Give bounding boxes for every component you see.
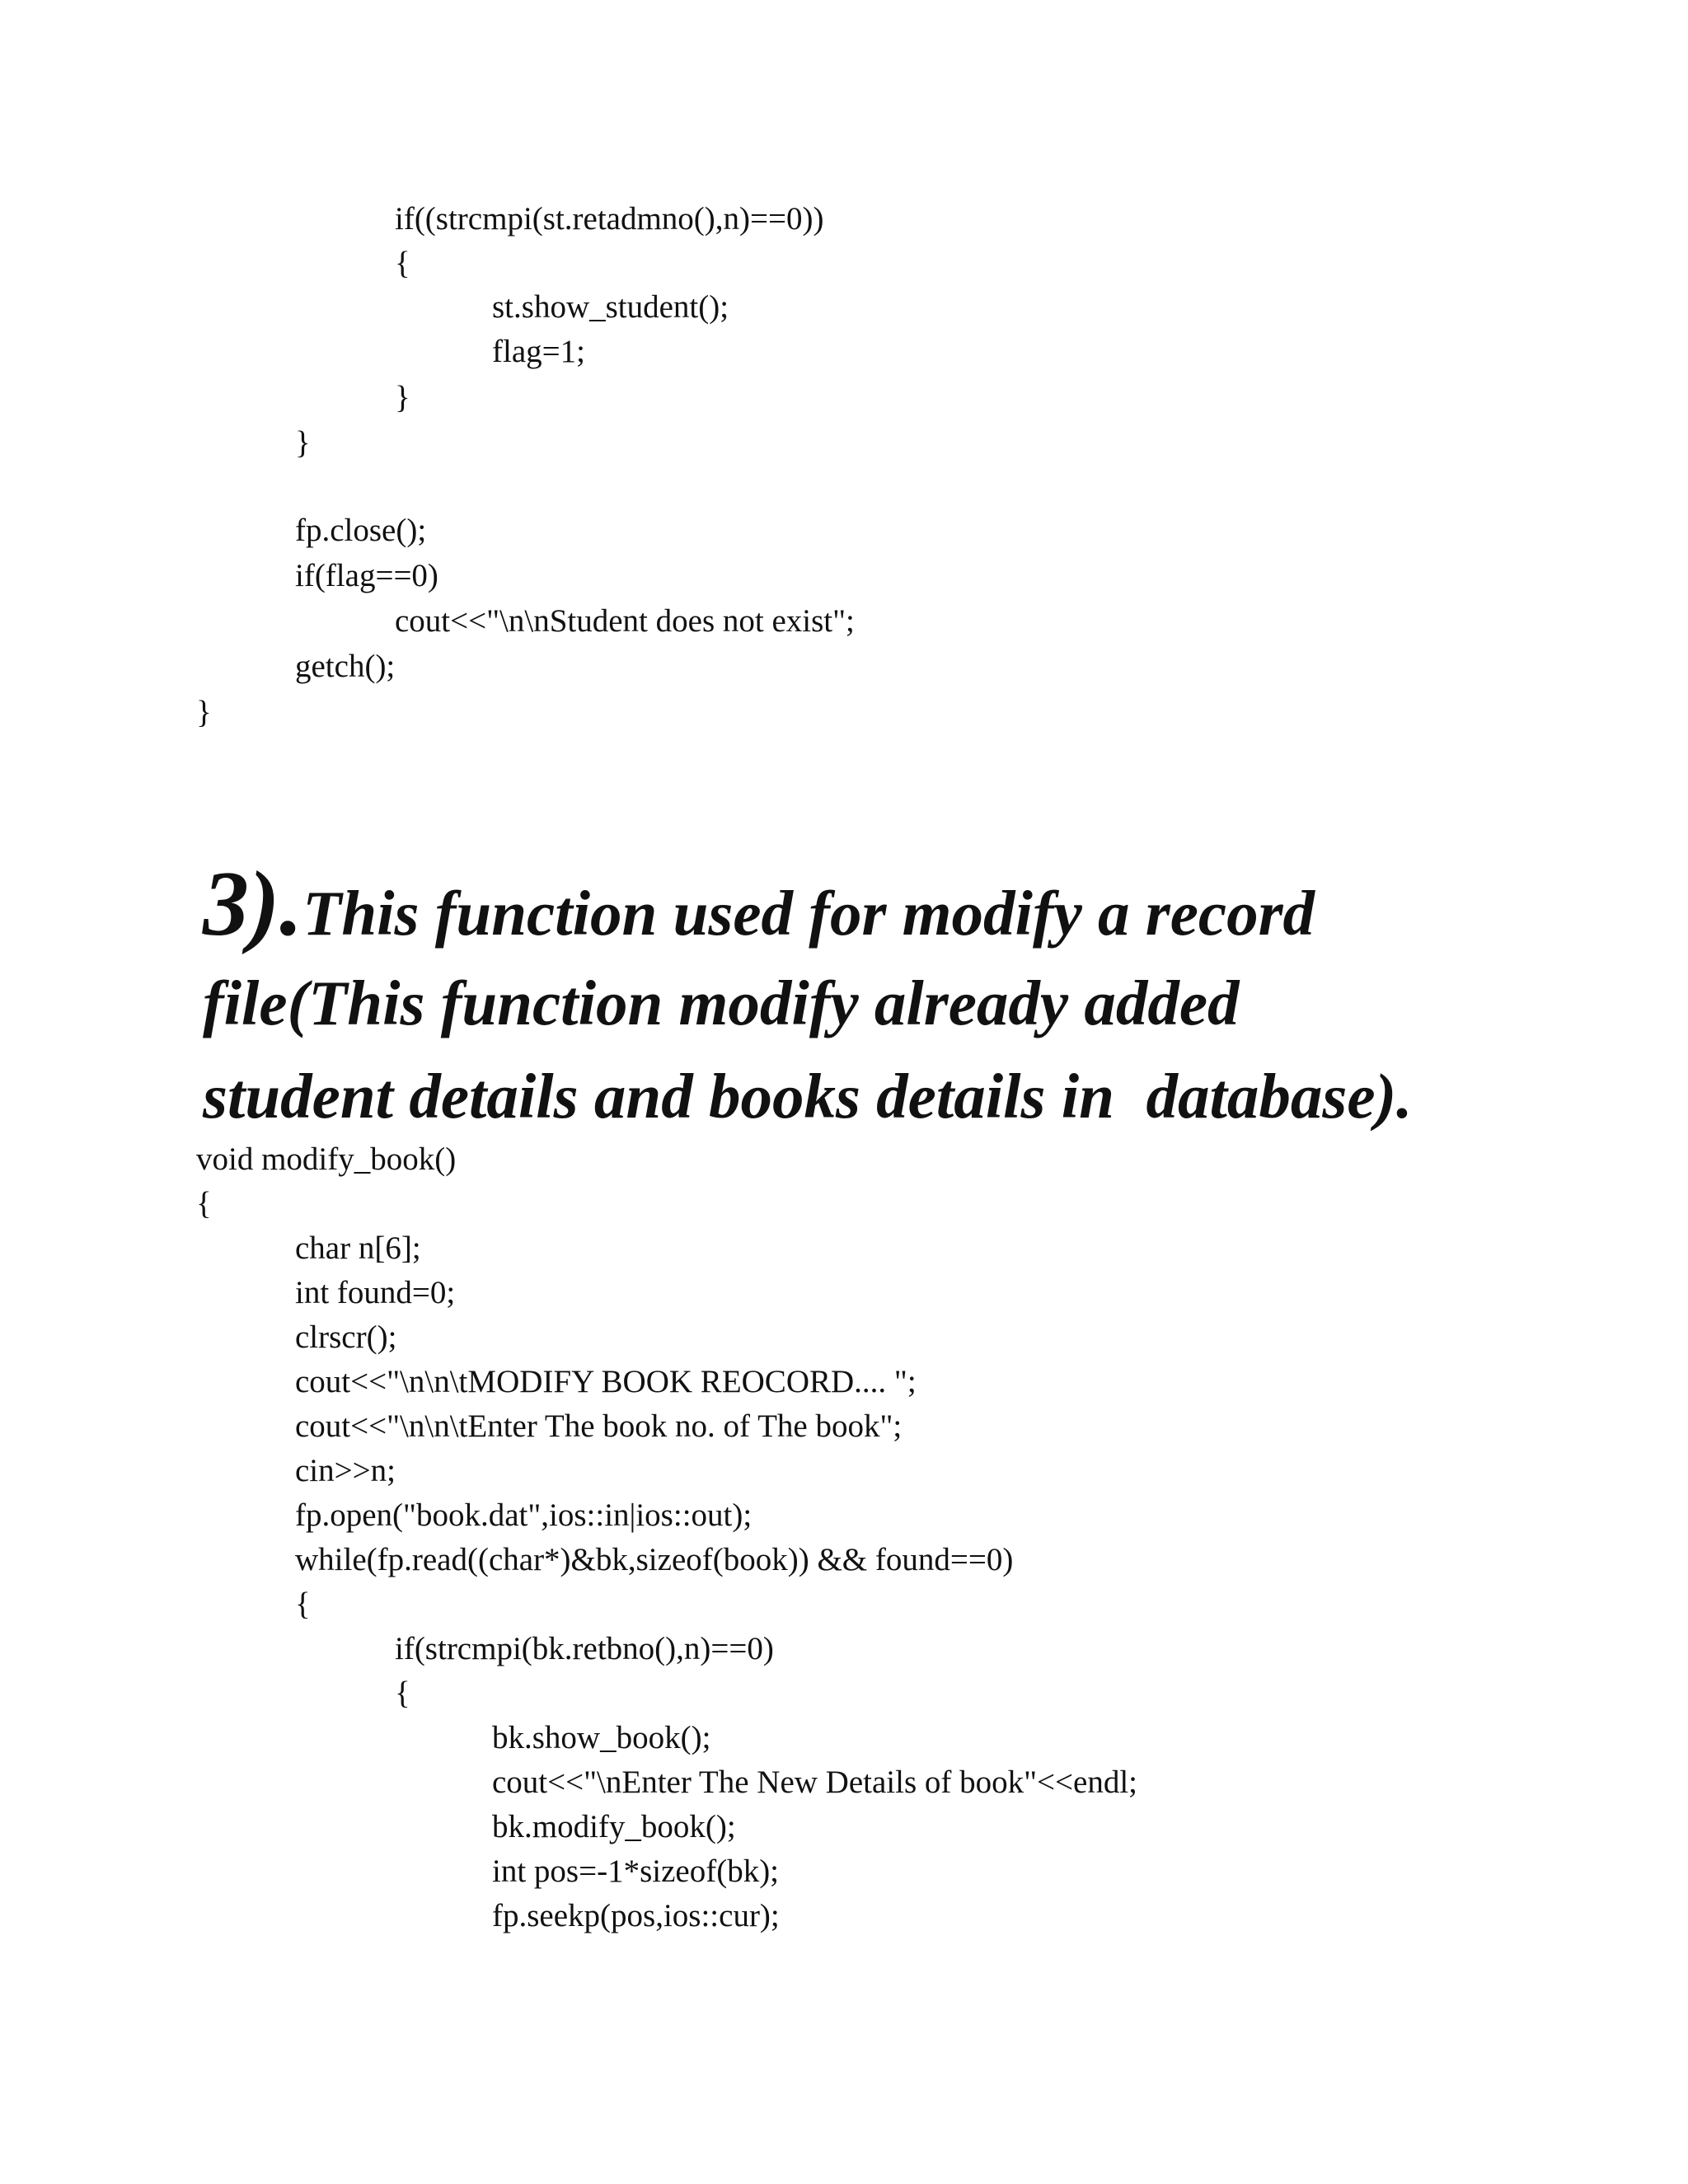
code-line: { [196, 1186, 212, 1221]
code-line: getch(); [295, 649, 396, 684]
code-line: char n[6]; [295, 1230, 421, 1266]
code-line: cout<<"\n\n\tMODIFY BOOK REOCORD.... "; [295, 1364, 917, 1399]
section-heading-text: file(This function modify already added [203, 968, 1240, 1038]
code-line: if(strcmpi(bk.retbno(),n)==0) [395, 1631, 774, 1666]
section-number: 3). [203, 853, 303, 955]
code-line: { [295, 1586, 311, 1622]
code-line: bk.modify_book(); [492, 1809, 736, 1844]
code-line: } [295, 425, 311, 461]
code-line: } [196, 695, 212, 730]
code-line: void modify_book() [196, 1141, 457, 1177]
code-line: bk.show_book(); [492, 1720, 711, 1755]
code-line: { [395, 246, 410, 281]
code-line: cout<<"\n\nStudent does not exist"; [395, 603, 855, 639]
code-line: fp.close(); [295, 513, 427, 548]
section-heading-text: This function used for modify a record [302, 878, 1315, 949]
code-line: if((strcmpi(st.retadmno(),n)==0)) [395, 201, 824, 237]
section-heading-text: student details and books details in database). [203, 1061, 1413, 1132]
code-line: fp.seekp(pos,ios::cur); [492, 1898, 780, 1933]
code-line: fp.open("book.dat",ios::in|ios::out); [295, 1497, 753, 1533]
code-line: cout<<"\nEnter The New Details of book"<<endl; [492, 1765, 1138, 1800]
code-line: flag=1; [492, 334, 585, 369]
code-line: st.show_student(); [492, 289, 729, 325]
code-line: } [395, 380, 410, 415]
code-line: if(flag==0) [295, 558, 438, 593]
section-heading-line-1 [196, 845, 1315, 955]
section-heading-line-3 [196, 1052, 1413, 1132]
code-line: clrscr(); [295, 1319, 397, 1355]
section-heading-line-2 [196, 958, 1240, 1038]
code-line: cin>>n; [295, 1453, 396, 1488]
code-line: while(fp.read((char*)&bk,sizeof(book)) && found==0) [295, 1542, 1014, 1577]
code-line: { [395, 1675, 410, 1711]
code-line: cout<<"\n\n\tEnter The book no. of The book"; [295, 1408, 903, 1444]
code-line: int found=0; [295, 1275, 456, 1310]
code-line: int pos=-1*sizeof(bk); [492, 1854, 780, 1889]
